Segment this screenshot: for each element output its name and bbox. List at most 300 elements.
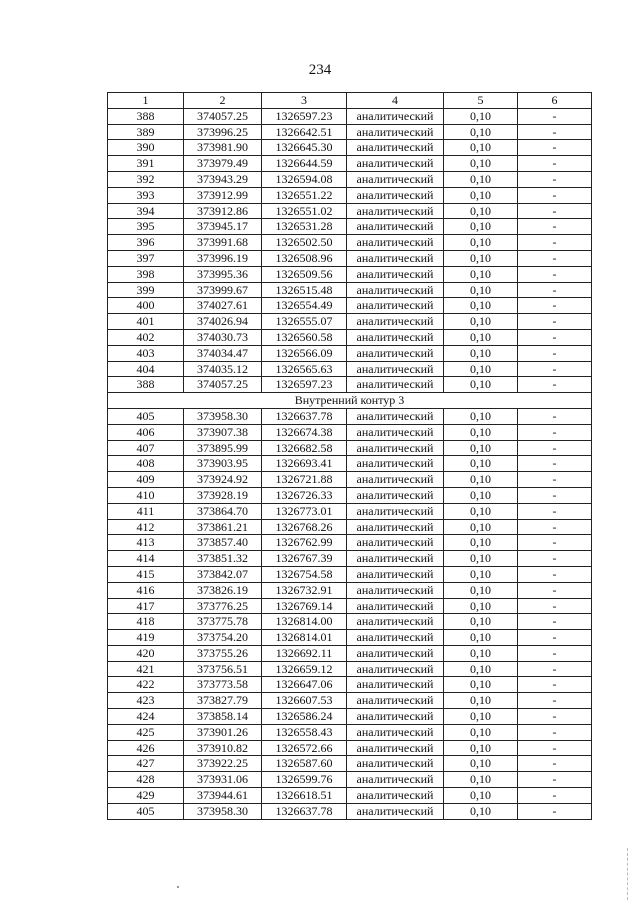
table-cell: 373755.26 xyxy=(184,645,262,661)
table-cell: 388 xyxy=(108,377,184,393)
table-cell: 392 xyxy=(108,171,184,187)
table-cell: 373910.82 xyxy=(184,740,262,756)
table-cell: 0,10 xyxy=(444,440,518,456)
table-cell: 0,10 xyxy=(444,171,518,187)
table-cell: 0,10 xyxy=(444,677,518,693)
table-cell: аналитический xyxy=(347,487,444,503)
table-cell: - xyxy=(518,535,592,551)
table-cell: 1326560.58 xyxy=(262,329,347,345)
table-row xyxy=(108,408,592,424)
table-cell: 1326594.08 xyxy=(262,171,347,187)
table-cell: 400 xyxy=(108,298,184,314)
table-cell: 0,10 xyxy=(444,203,518,219)
table-cell: аналитический xyxy=(347,456,444,472)
table-cell: 412 xyxy=(108,519,184,535)
table-cell: 427 xyxy=(108,756,184,772)
table-cell: - xyxy=(518,171,592,187)
table-cell: аналитический xyxy=(347,361,444,377)
table-cell: 0,10 xyxy=(444,614,518,630)
table-row xyxy=(108,598,592,614)
table-cell: 411 xyxy=(108,503,184,519)
table-cell: - xyxy=(518,456,592,472)
table-cell: аналитический xyxy=(347,424,444,440)
table-cell: 1326597.23 xyxy=(262,377,347,393)
table-cell: 1326509.56 xyxy=(262,266,347,282)
table-row xyxy=(108,582,592,598)
table-cell: 374034.47 xyxy=(184,345,262,361)
table-cell: 416 xyxy=(108,582,184,598)
table-row xyxy=(108,788,592,804)
table-cell: 1326754.58 xyxy=(262,566,347,582)
table-cell: 0,10 xyxy=(444,377,518,393)
table-cell: 1326769.14 xyxy=(262,598,347,614)
table-cell: - xyxy=(518,803,592,819)
table-row xyxy=(108,377,592,393)
table-row xyxy=(108,535,592,551)
table-cell: - xyxy=(518,124,592,140)
table-cell: 0,10 xyxy=(444,156,518,172)
table-cell: аналитический xyxy=(347,282,444,298)
table-cell: 373857.40 xyxy=(184,535,262,551)
table-cell: 0,10 xyxy=(444,456,518,472)
table-cell: 396 xyxy=(108,235,184,251)
table-row xyxy=(108,740,592,756)
table-row xyxy=(108,219,592,235)
table-cell: 404 xyxy=(108,361,184,377)
table-row xyxy=(108,614,592,630)
table-cell: 373901.26 xyxy=(184,724,262,740)
table-cell: - xyxy=(518,140,592,156)
table-cell: - xyxy=(518,661,592,677)
table-cell: 0,10 xyxy=(444,250,518,266)
table-cell: аналитический xyxy=(347,803,444,819)
table-cell: - xyxy=(518,250,592,266)
table-cell: аналитический xyxy=(347,345,444,361)
table-cell: - xyxy=(518,598,592,614)
table-cell: 373773.58 xyxy=(184,677,262,693)
table-row xyxy=(108,724,592,740)
table-cell: аналитический xyxy=(347,677,444,693)
table-cell: 1326644.59 xyxy=(262,156,347,172)
table-cell: 419 xyxy=(108,630,184,646)
table-cell: 373775.78 xyxy=(184,614,262,630)
table-cell: аналитический xyxy=(347,519,444,535)
table-cell: 417 xyxy=(108,598,184,614)
table-cell: 373981.90 xyxy=(184,140,262,156)
table-cell: 373895.99 xyxy=(184,440,262,456)
table-cell: 374057.25 xyxy=(184,108,262,124)
table-cell: 390 xyxy=(108,140,184,156)
table-cell: 0,10 xyxy=(444,187,518,203)
table-row xyxy=(108,709,592,725)
table-cell: 0,10 xyxy=(444,630,518,646)
table-cell: 0,10 xyxy=(444,108,518,124)
table-cell: 0,10 xyxy=(444,487,518,503)
table-cell: 1326768.26 xyxy=(262,519,347,535)
table-cell: 1326565.63 xyxy=(262,361,347,377)
table-cell: аналитический xyxy=(347,314,444,330)
table-cell: аналитический xyxy=(347,408,444,424)
table-cell: - xyxy=(518,740,592,756)
table-row xyxy=(108,329,592,345)
table-cell: 0,10 xyxy=(444,408,518,424)
table-cell: 373924.92 xyxy=(184,472,262,488)
table-cell: 421 xyxy=(108,661,184,677)
header-cell: 1 xyxy=(108,93,184,109)
table-cell: 415 xyxy=(108,566,184,582)
table-cell: 1326762.99 xyxy=(262,535,347,551)
table-cell: 1326599.76 xyxy=(262,772,347,788)
table-cell: аналитический xyxy=(347,740,444,756)
table-cell: аналитический xyxy=(347,503,444,519)
table-cell: 399 xyxy=(108,282,184,298)
table-cell: аналитический xyxy=(347,440,444,456)
table-cell: аналитический xyxy=(347,472,444,488)
table-cell: 373958.30 xyxy=(184,803,262,819)
table-cell: 1326607.53 xyxy=(262,693,347,709)
table-cell: - xyxy=(518,566,592,582)
table-cell: 1326502.50 xyxy=(262,235,347,251)
table-cell: 0,10 xyxy=(444,566,518,582)
table-row xyxy=(108,203,592,219)
table-cell: 398 xyxy=(108,266,184,282)
table-cell: 373945.17 xyxy=(184,219,262,235)
table-cell: 373944.61 xyxy=(184,788,262,804)
table-cell: 1326732.91 xyxy=(262,582,347,598)
table-cell: 373996.19 xyxy=(184,250,262,266)
table-cell: аналитический xyxy=(347,156,444,172)
table-cell: 0,10 xyxy=(444,788,518,804)
page-number: 234 xyxy=(308,62,332,78)
table-cell: 0,10 xyxy=(444,124,518,140)
table-cell: 0,10 xyxy=(444,361,518,377)
table-row xyxy=(108,298,592,314)
table-cell: 0,10 xyxy=(444,661,518,677)
table-cell: - xyxy=(518,203,592,219)
table-cell: 0,10 xyxy=(444,582,518,598)
section-title: Внутренний контур 3 xyxy=(108,393,592,409)
table-cell: - xyxy=(518,772,592,788)
table-cell: 373864.70 xyxy=(184,503,262,519)
table-cell: 0,10 xyxy=(444,424,518,440)
table-cell: 373922.25 xyxy=(184,756,262,772)
table-cell: - xyxy=(518,645,592,661)
table-cell: аналитический xyxy=(347,788,444,804)
table-cell: 373827.79 xyxy=(184,693,262,709)
table-cell: аналитический xyxy=(347,709,444,725)
table-cell: аналитический xyxy=(347,377,444,393)
table-cell: 1326682.58 xyxy=(262,440,347,456)
table-cell: аналитический xyxy=(347,535,444,551)
table-row xyxy=(108,314,592,330)
table-cell: аналитический xyxy=(347,250,444,266)
table-cell: аналитический xyxy=(347,756,444,772)
table-cell: - xyxy=(518,756,592,772)
table-cell: аналитический xyxy=(347,187,444,203)
table-cell: 1326693.41 xyxy=(262,456,347,472)
table-cell: 1326531.28 xyxy=(262,219,347,235)
table-cell: 1326814.00 xyxy=(262,614,347,630)
table-row xyxy=(108,472,592,488)
table-cell: 0,10 xyxy=(444,772,518,788)
table-cell: 373979.49 xyxy=(184,156,262,172)
table-cell: 0,10 xyxy=(444,740,518,756)
table-row xyxy=(108,756,592,772)
table-cell: аналитический xyxy=(347,582,444,598)
table-cell: аналитический xyxy=(347,219,444,235)
table-cell: аналитический xyxy=(347,598,444,614)
table-cell: 418 xyxy=(108,614,184,630)
table-row xyxy=(108,677,592,693)
table-cell: 0,10 xyxy=(444,693,518,709)
table-cell: 0,10 xyxy=(444,709,518,725)
table-cell: - xyxy=(518,519,592,535)
table-row xyxy=(108,140,592,156)
table-cell: аналитический xyxy=(347,329,444,345)
scan-dot xyxy=(177,886,179,888)
table-cell: - xyxy=(518,424,592,440)
table-cell: 373991.68 xyxy=(184,235,262,251)
table-row xyxy=(108,345,592,361)
table-cell: аналитический xyxy=(347,693,444,709)
table-cell: 373858.14 xyxy=(184,709,262,725)
table-cell: 0,10 xyxy=(444,645,518,661)
table-cell: 1326674.38 xyxy=(262,424,347,440)
table-cell: 405 xyxy=(108,408,184,424)
table-cell: аналитический xyxy=(347,724,444,740)
table-cell: 0,10 xyxy=(444,345,518,361)
table-cell: 374035.12 xyxy=(184,361,262,377)
table-cell: 1326618.51 xyxy=(262,788,347,804)
table-cell: 409 xyxy=(108,472,184,488)
table-cell: 0,10 xyxy=(444,329,518,345)
table-cell: 407 xyxy=(108,440,184,456)
table-cell: аналитический xyxy=(347,614,444,630)
table-cell: - xyxy=(518,582,592,598)
table-cell: 425 xyxy=(108,724,184,740)
table-cell: 0,10 xyxy=(444,266,518,282)
table-cell: 1326814.01 xyxy=(262,630,347,646)
table-cell: 1326692.11 xyxy=(262,645,347,661)
table-cell: 408 xyxy=(108,456,184,472)
table-row xyxy=(108,645,592,661)
table-cell: 0,10 xyxy=(444,472,518,488)
table-cell: - xyxy=(518,266,592,282)
table-cell: аналитический xyxy=(347,171,444,187)
table-cell: 393 xyxy=(108,187,184,203)
table-cell: 406 xyxy=(108,424,184,440)
table-cell: 423 xyxy=(108,693,184,709)
table-cell: - xyxy=(518,551,592,567)
table-row xyxy=(108,803,592,819)
table-cell: аналитический xyxy=(347,298,444,314)
table-header-row xyxy=(108,93,592,109)
table-cell: аналитический xyxy=(347,108,444,124)
table-cell: 1326555.07 xyxy=(262,314,347,330)
table-cell: 395 xyxy=(108,219,184,235)
table-cell: 424 xyxy=(108,709,184,725)
table-cell: 0,10 xyxy=(444,535,518,551)
coordinates-table xyxy=(107,92,592,820)
table-cell: 0,10 xyxy=(444,598,518,614)
table-cell: 373826.19 xyxy=(184,582,262,598)
table-cell: аналитический xyxy=(347,772,444,788)
coordinates-table-body xyxy=(108,93,592,820)
table-cell: - xyxy=(518,108,592,124)
table-cell: 413 xyxy=(108,535,184,551)
table-cell: - xyxy=(518,503,592,519)
table-cell: 374057.25 xyxy=(184,377,262,393)
table-row xyxy=(108,630,592,646)
table-cell: аналитический xyxy=(347,235,444,251)
table-cell: 428 xyxy=(108,772,184,788)
table-cell: 1326647.06 xyxy=(262,677,347,693)
header-cell: 2 xyxy=(184,93,262,109)
table-cell: 373842.07 xyxy=(184,566,262,582)
table-cell: 403 xyxy=(108,345,184,361)
table-cell: 1326773.01 xyxy=(262,503,347,519)
table-row xyxy=(108,503,592,519)
table-cell: - xyxy=(518,187,592,203)
table-cell: 373851.32 xyxy=(184,551,262,567)
table-cell: аналитический xyxy=(347,266,444,282)
table-row xyxy=(108,661,592,677)
table-cell: 0,10 xyxy=(444,724,518,740)
table-cell: аналитический xyxy=(347,124,444,140)
table-cell: - xyxy=(518,298,592,314)
table-cell: - xyxy=(518,219,592,235)
table-row xyxy=(108,361,592,377)
table-cell: 401 xyxy=(108,314,184,330)
table-row xyxy=(108,235,592,251)
table-row xyxy=(108,693,592,709)
table-cell: 1326637.78 xyxy=(262,408,347,424)
table-cell: 388 xyxy=(108,108,184,124)
table-cell: 391 xyxy=(108,156,184,172)
table-cell: 373943.29 xyxy=(184,171,262,187)
table-cell: - xyxy=(518,614,592,630)
table-cell: 389 xyxy=(108,124,184,140)
table-cell: 373907.38 xyxy=(184,424,262,440)
table-cell: - xyxy=(518,377,592,393)
table-cell: 402 xyxy=(108,329,184,345)
table-cell: 1326726.33 xyxy=(262,487,347,503)
section-row xyxy=(108,393,592,409)
table-row xyxy=(108,519,592,535)
table-cell: 373995.36 xyxy=(184,266,262,282)
header-cell: 4 xyxy=(347,93,444,109)
table-row xyxy=(108,487,592,503)
table-cell: - xyxy=(518,630,592,646)
table-cell: аналитический xyxy=(347,661,444,677)
table-cell: 373903.95 xyxy=(184,456,262,472)
table-row xyxy=(108,187,592,203)
table-cell: 410 xyxy=(108,487,184,503)
table-cell: аналитический xyxy=(347,551,444,567)
table-row xyxy=(108,156,592,172)
table-cell: 414 xyxy=(108,551,184,567)
table-cell: аналитический xyxy=(347,203,444,219)
table-cell: - xyxy=(518,724,592,740)
table-row xyxy=(108,124,592,140)
table-cell: 0,10 xyxy=(444,503,518,519)
table-row xyxy=(108,171,592,187)
table-row xyxy=(108,266,592,282)
table-cell: 0,10 xyxy=(444,298,518,314)
table-cell: 0,10 xyxy=(444,235,518,251)
table-row xyxy=(108,424,592,440)
table-cell: 373996.25 xyxy=(184,124,262,140)
table-cell: 1326659.12 xyxy=(262,661,347,677)
table-cell: - xyxy=(518,408,592,424)
table-cell: 1326566.09 xyxy=(262,345,347,361)
table-cell: - xyxy=(518,709,592,725)
table-cell: 397 xyxy=(108,250,184,266)
table-cell: 373912.99 xyxy=(184,187,262,203)
table-cell: 429 xyxy=(108,788,184,804)
table-cell: 1326637.78 xyxy=(262,803,347,819)
table-cell: 374027.61 xyxy=(184,298,262,314)
table-row xyxy=(108,108,592,124)
table-cell: 373756.51 xyxy=(184,661,262,677)
table-cell: 373928.19 xyxy=(184,487,262,503)
table-row xyxy=(108,566,592,582)
table-cell: 1326642.51 xyxy=(262,124,347,140)
table-row xyxy=(108,440,592,456)
table-cell: 373999.67 xyxy=(184,282,262,298)
table-cell: 1326551.02 xyxy=(262,203,347,219)
header-cell: 3 xyxy=(262,93,347,109)
table-cell: - xyxy=(518,235,592,251)
table-cell: 1326572.66 xyxy=(262,740,347,756)
table-cell: 1326508.96 xyxy=(262,250,347,266)
table-cell: аналитический xyxy=(347,630,444,646)
table-cell: - xyxy=(518,361,592,377)
table-row xyxy=(108,772,592,788)
table-cell: 373776.25 xyxy=(184,598,262,614)
table-cell: 1326721.88 xyxy=(262,472,347,488)
table-cell: аналитический xyxy=(347,140,444,156)
table-cell: 0,10 xyxy=(444,314,518,330)
table-cell: - xyxy=(518,282,592,298)
table-cell: 0,10 xyxy=(444,756,518,772)
table-cell: - xyxy=(518,472,592,488)
table-cell: - xyxy=(518,788,592,804)
table-cell: 1326515.48 xyxy=(262,282,347,298)
table-cell: - xyxy=(518,345,592,361)
table-cell: - xyxy=(518,487,592,503)
table-cell: 0,10 xyxy=(444,551,518,567)
header-cell: 5 xyxy=(444,93,518,109)
table-cell: 373958.30 xyxy=(184,408,262,424)
table-cell: 394 xyxy=(108,203,184,219)
table-cell: 373754.20 xyxy=(184,630,262,646)
table-cell: - xyxy=(518,314,592,330)
table-cell: - xyxy=(518,693,592,709)
table-cell: 0,10 xyxy=(444,219,518,235)
table-cell: 1326645.30 xyxy=(262,140,347,156)
table-cell: 426 xyxy=(108,740,184,756)
table-row xyxy=(108,250,592,266)
table-row xyxy=(108,551,592,567)
table-cell: 1326586.24 xyxy=(262,709,347,725)
table-cell: 0,10 xyxy=(444,803,518,819)
table-cell: - xyxy=(518,440,592,456)
table-cell: 420 xyxy=(108,645,184,661)
table-cell: 373861.21 xyxy=(184,519,262,535)
table-cell: 374030.73 xyxy=(184,329,262,345)
table-cell: аналитический xyxy=(347,566,444,582)
